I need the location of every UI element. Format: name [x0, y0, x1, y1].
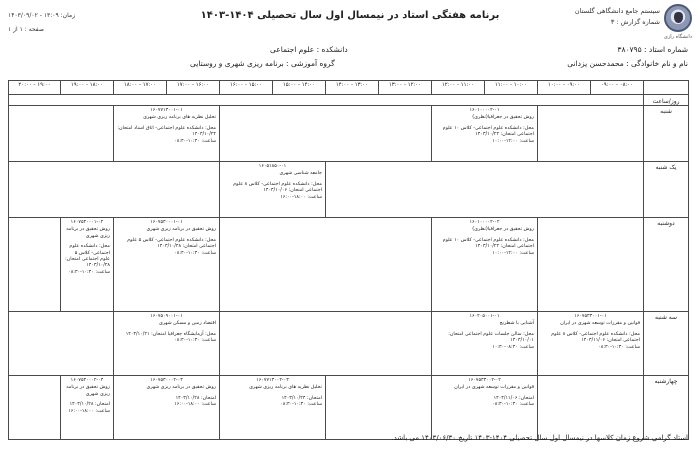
- class-name: جامعه شناسی شهری: [279, 171, 322, 177]
- time-header-cell: ۰۸:۰۰ - ۰۹:۰۰: [591, 81, 644, 95]
- class-cell: [538, 312, 644, 376]
- teacher-name: نام و نام خانوادگی : محمدحسن یزدانی: [567, 59, 688, 68]
- class-time: ساعت: ۱۰:۳۰-۰۸:۳۰: [280, 402, 322, 408]
- time-header-cell: ۱۶:۰۰ - ۱۷:۰۰: [167, 81, 220, 95]
- class-cell: [432, 218, 538, 312]
- class-code: ۱۶۰۷۵۳۳۰۰۱-۰۱: [574, 314, 607, 319]
- empty-cell: [538, 218, 644, 312]
- corner-header-cell: [644, 81, 689, 95]
- class-location: محل: دانشکده علوم اجتماعی- کلاس ۱۰ علوم اجتماعی امتحان: ۱۴۰۳/۱۰/۲۲: [442, 125, 534, 138]
- class-time: ساعت: ۱۸:۰۰-۱۶:۰۰: [68, 408, 110, 414]
- class-cell: [114, 106, 220, 162]
- empty-cell: [220, 106, 432, 162]
- class-location: محل: دانشکده علوم اجتماعی- کلاس ۸ علوم اجتماعی امتحان: ۱۴۰۳/۱۰/۰۶: [233, 181, 322, 194]
- empty-cell: [220, 312, 432, 376]
- class-name: تحلیل نظریه های برنامه ریزی شهری: [249, 385, 322, 391]
- class-name: اقتصاد زمین و مسکن شهری: [158, 321, 216, 327]
- class-name: روش تحقیق در برنامه ریزی شهری: [66, 385, 110, 397]
- day-row-monday: [9, 218, 689, 312]
- university-logo: [572, 4, 692, 44]
- day-label: یک شنبه: [644, 162, 689, 218]
- class-code: ۱۶۰۷۵۳۳۰۰۲-۰۲: [468, 378, 501, 383]
- class-location: محل: آزمایشگاه جغرافیا امتحان: ۱۴۰۳/۱۰/۲۱: [125, 331, 216, 337]
- time-header-cell: ۱۴:۰۰ - ۱۵:۰۰: [273, 81, 326, 95]
- empty-cell: [9, 218, 61, 312]
- class-location: محل: دانشکده علوم اجتماعی- کلاس ۱۰ علوم اجتماعی امتحان: ۱۴۰۳/۱۰/۲۲: [442, 237, 534, 250]
- time-header-cell: ۱۰:۰۰ - ۱۱:۰۰: [485, 81, 538, 95]
- system-name: سیستم جامع دانشگاهی گلستان: [574, 7, 660, 15]
- class-name: روش تحقیق در برنامه ریزی شهری: [146, 227, 216, 233]
- class-time: ساعت: ۱۲:۰۰-۱۰:۰۰: [492, 138, 534, 144]
- class-location: محل: دانشکده علوم اجتماعی- کلاس ۵ علوم اجتماعی امتحان: ۱۴۰۳/۱۰/۲۸: [127, 237, 216, 250]
- time-header-row: [9, 81, 689, 95]
- report-number: شماره گزارش : ۳: [610, 18, 660, 26]
- class-name: روش تحقیق در برنامه ریزی شهری: [66, 227, 110, 239]
- day-label: دوشنبه: [644, 218, 689, 312]
- time-header-cell: ۱۱:۰۰ - ۱۲:۰۰: [432, 81, 485, 95]
- class-cell: [432, 312, 538, 376]
- empty-cell: [9, 106, 114, 162]
- class-time: ساعت: ۱۰:۳۰-۰۸:۳۰: [174, 138, 216, 144]
- page-number: صفحه : ۱ از ۱: [8, 26, 44, 33]
- time-header-cell: ۱۳:۰۰ - ۱۴:۰۰: [326, 81, 379, 95]
- class-time: ساعت: ۱۰:۳۰-۰۸:۳۰: [598, 344, 640, 350]
- department-name: گروه آموزشی : برنامه ریزی شهری و روستایی: [190, 59, 335, 68]
- class-code: ۱۶۰۲۰۵۰۰۱-۰۱: [469, 314, 500, 319]
- empty-cell: [326, 162, 644, 218]
- time-header-cell: ۰۹:۰۰ - ۱۰:۰۰: [538, 81, 591, 95]
- class-code: ۱۶۰۷۵۳۰۰۰۱-۰۱: [150, 220, 183, 225]
- class-cell: [61, 376, 114, 440]
- class-time: ساعت: ۱۰:۳۰-۰۸:۳۰: [174, 250, 216, 256]
- class-time: ساعت: ۱۰:۳۰-۰۸:۳۰: [492, 402, 534, 408]
- class-name: روش تحقیق در برنامه ریزی شهری: [146, 385, 216, 391]
- time-header-cell: ۱۹:۰۰ - ۲۰:۰۰: [9, 81, 61, 95]
- empty-cell: [9, 312, 114, 376]
- class-name: قوانین و مقررات توسعه شهری در ایران: [454, 385, 534, 391]
- class-code: ۱۶۰۷۷۱۳۰۰۲-۰۳: [256, 378, 289, 383]
- class-time: ساعت: ۱۰:۳۰-۰۸:۳۰: [174, 338, 216, 344]
- class-code: ۱۶۰۷۷۱۳۰۰۱-۰۱: [150, 108, 183, 113]
- class-cell: [114, 312, 220, 376]
- class-time: ساعت: ۱۸:۰۰-۱۶:۰۰: [174, 402, 216, 408]
- class-cell: [220, 162, 326, 218]
- footnote: استاد گرامی شروع زمان کلاسها در نیمسال اول سال تحصیلی ۱۴۰۴-۱۴۰۳ تاریخ ۱۴۰۳/۰۶/۳۰ می باشد.: [391, 434, 688, 442]
- day-row-sunday: [9, 162, 689, 218]
- class-location: محل: دانشکده علوم اجتماعی- اتاق استاد امتحان: ۱۴۰۳/۱۰/۲۴: [117, 125, 216, 138]
- class-time: ساعت: ۰۸:۳۰-۱۰:۳۰: [492, 344, 534, 350]
- teacher-number: شماره استاد : ۳۸۰۷۹۵: [617, 45, 688, 54]
- class-time: ساعت: ۱۰:۳۰-۰۸:۳۰: [68, 269, 110, 275]
- class-code: ۱۶۰۷۵۳۰۰۰۲-۰۳: [150, 378, 183, 383]
- class-name: تحلیل نظریه های برنامه ریزی شهری: [143, 115, 216, 121]
- class-name: قوانین و مقررات توسعه شهری در ایران: [560, 321, 640, 327]
- day-label: سه شنبه: [644, 312, 689, 376]
- class-location: امتحان: ۱۴۰۳/۱۰/۲۸: [175, 395, 216, 401]
- class-code: ۱۶۰۵۱۸۵۰-۰۱: [258, 164, 287, 169]
- class-cell: [114, 376, 220, 440]
- empty-cell: [220, 218, 432, 312]
- empty-cell: [538, 376, 644, 440]
- class-time: ساعت: ۱۲:۰۰-۱۰:۰۰: [492, 250, 534, 256]
- day-hour-corner-label: روز/ساعت: [644, 95, 689, 106]
- report-time: زمان: ۱۳:۰۹ - ۱۴۰۳/۰۹/۰۲: [8, 12, 76, 19]
- university-emblem-icon: [664, 4, 692, 32]
- time-header-cell: ۱۸:۰۰ - ۱۹:۰۰: [61, 81, 114, 95]
- class-cell: [114, 218, 220, 312]
- class-code: ۱۶۰۱۰۰۰۰۲-۰۲: [469, 220, 500, 225]
- day-row-wednesday: [9, 376, 689, 440]
- day-row-saturday: [9, 106, 689, 162]
- empty-cell: [326, 376, 432, 440]
- class-location: امتحان: ۱۴۰۳/۱۰/۲۸: [69, 402, 110, 408]
- class-location: امتحان: ۱۴۰۳/۱۱/۰۶: [493, 395, 534, 401]
- class-location: محل: دانشکده علوم اجتماعی- کلاس ۵ علوم اجتماعی امتحان: ۱۴۰۳/۱۰/۲۸: [65, 244, 110, 269]
- faculty-name: دانشکده : علوم اجتماعی: [270, 45, 348, 54]
- empty-cell: [9, 95, 644, 106]
- class-name: روش تحقیق در جغرافیا(نظری): [472, 227, 534, 233]
- weekly-schedule-table: [8, 80, 689, 440]
- report-header: [0, 0, 700, 78]
- class-code: ۱۶۰۷۵۰۹۰۰۱-۰۱: [150, 314, 183, 319]
- class-cell: [61, 218, 114, 312]
- class-location: محل: دانشکده علوم اجتماعی- کلاس ۸ علوم اجتماعی امتحان: ۱۴۰۳/۱۱/۰۶: [551, 331, 640, 344]
- time-header-cell: ۱۷:۰۰ - ۱۸:۰۰: [114, 81, 167, 95]
- empty-cell: [9, 376, 61, 440]
- class-cell: [432, 106, 538, 162]
- class-location: محل: سالن جلسات علوم اجتماعی امتحان: ۱۴۰۳/۱۰/۰۱: [448, 331, 534, 344]
- day-row-corner: [9, 95, 689, 106]
- day-label: چهارشنبه: [644, 376, 689, 440]
- class-time: ساعت: ۱۸:۰۰-۱۶:۰۰: [280, 194, 322, 200]
- time-header-cell: ۱۲:۰۰ - ۱۳:۰۰: [379, 81, 432, 95]
- class-cell: [220, 376, 326, 440]
- class-code: ۱۶۰۷۵۳۰۰۰۲-۰۴: [70, 378, 104, 383]
- page-title: برنامه هفتگی استاد در نیمسال اول سال تحصیلی ۱۴۰۴-۱۴۰۳: [200, 10, 500, 21]
- empty-cell: [9, 162, 220, 218]
- class-code: ۱۶۰۷۵۳۰۰۰۱-۰۲: [70, 220, 104, 225]
- empty-cell: [538, 106, 644, 162]
- day-label: شنبه: [644, 106, 689, 162]
- time-header-cell: ۱۵:۰۰ - ۱۶:۰۰: [220, 81, 273, 95]
- day-row-tuesday: [9, 312, 689, 376]
- class-location: امتحان: ۱۴۰۳/۱۰/۲۴: [281, 395, 322, 401]
- class-name: روش تحقیق در جغرافیا(نظری): [472, 115, 534, 121]
- class-code: ۱۶۰۱۰۰۰۰۲-۰۱: [469, 108, 500, 113]
- class-name: آشنایی با شطرنج: [499, 321, 534, 327]
- class-cell: [432, 376, 538, 440]
- university-name: دانشگاه رازی: [663, 34, 692, 40]
